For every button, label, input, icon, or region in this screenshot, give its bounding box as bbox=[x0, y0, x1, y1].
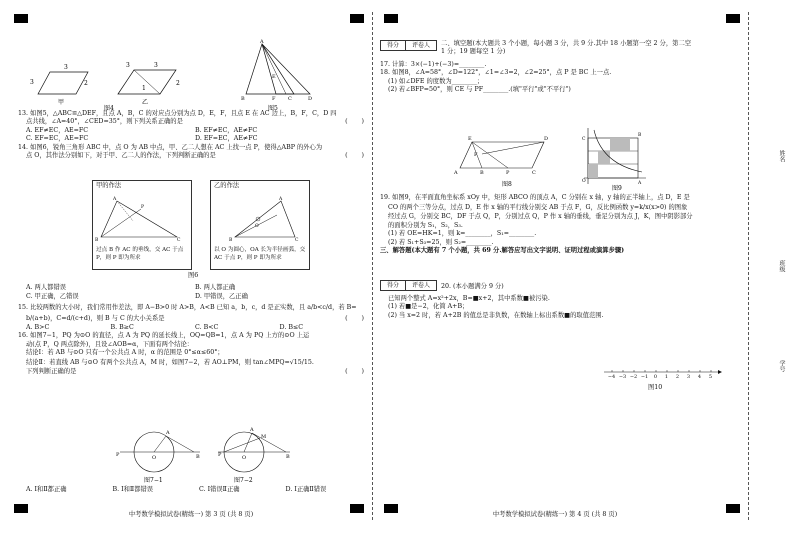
question-19: 19. 如图9，在平面直角坐标系 xOy 中，矩形 ABCO 的顶点 A，C 分别在 x 轴，y 轴的正半轴上，点 D，E 是 bbox=[380, 194, 690, 201]
tick-label: 1 bbox=[664, 374, 669, 380]
q13-options-row1 bbox=[18, 127, 364, 136]
svg-text:B: B bbox=[480, 170, 484, 176]
svg-text:O: O bbox=[152, 455, 157, 461]
section-2-title-cont: 1 分；19 题每空 1 分) bbox=[441, 48, 506, 56]
score-box bbox=[380, 40, 437, 51]
fig6-caption: 图6 bbox=[188, 272, 199, 279]
yi-method-box bbox=[210, 180, 310, 270]
question-20: 20. (本小题满分 9 分) bbox=[441, 282, 504, 290]
question-14: 14. 如图6，锐角三角形 ABC 中，点 O 为 AB 中点，甲、乙二人想在 AC 上找一点 P，使得△ABP 的外心为 bbox=[18, 144, 323, 151]
svg-text:B: B bbox=[95, 238, 99, 244]
svg-text:C: C bbox=[288, 96, 292, 102]
side-label-name: 姓名 bbox=[778, 150, 785, 162]
question-14-cont: 点 O，其作法分别如下，对于甲、乙二人的作法，下列判断正确的是 ( ) bbox=[26, 152, 364, 160]
svg-text:E: E bbox=[272, 74, 276, 80]
exam-page-3 bbox=[18, 8, 364, 520]
q13-options-row2 bbox=[18, 135, 364, 144]
q13-option-b[interactable]: B. EF≠EC，AE≠FC bbox=[195, 126, 258, 134]
tick-label: −4 bbox=[607, 374, 616, 380]
fig4-label: 2 bbox=[176, 80, 180, 87]
svg-text:O: O bbox=[255, 224, 259, 230]
tick-label: 4 bbox=[697, 374, 702, 380]
question-19-cont-2: 经过点 G，分别交 BC，DF 于点 Q，P，分别过点 Q，P 作 x 轴的垂线，垂足分别为点 J，K，图中阴影部分 bbox=[388, 213, 693, 221]
svg-text:P: P bbox=[506, 170, 510, 176]
q13-option-d[interactable]: D. EF=EC，AE≠FC bbox=[195, 135, 258, 143]
svg-text:P: P bbox=[141, 205, 145, 211]
question-20-stem: 已知两个整式 A=x²+2x，B=■x+2，其中系数■被污染. bbox=[388, 295, 550, 302]
tick-label: 3 bbox=[686, 374, 691, 380]
svg-text:A: A bbox=[113, 197, 117, 203]
fig4-caption: 图4 bbox=[104, 105, 114, 112]
question-19-cont-3: 的面积分别为 S₁，S₂，S₃. bbox=[388, 221, 463, 229]
question-13-cont: 点共线，∠A=40°，∠CED=35°，则下列关系正确的是 ( ) bbox=[26, 118, 364, 126]
q14-option-b[interactable]: B. 两人都正确 bbox=[195, 284, 236, 291]
svg-text:B: B bbox=[196, 454, 200, 460]
svg-text:F: F bbox=[474, 152, 478, 158]
question-18-part-2: (2) 若∠BFP=50°，则 CE 与 PF________.(填"平行"或"不平行") bbox=[388, 86, 571, 94]
q16-option-d[interactable]: D. Ⅰ正确Ⅱ错误 bbox=[285, 486, 327, 493]
svg-text:A: A bbox=[166, 430, 170, 436]
fig4-yi: 乙 bbox=[142, 99, 149, 106]
section-2-title: 二、填空题(本大题共 3 个小题，每小题 3 分，共 9 分.其中 18 小题第一空 2 分，第二空 bbox=[441, 40, 692, 47]
tick-label: 5 bbox=[708, 374, 713, 380]
page-footer: 中考数学模拟试卷(精练一) 第 3 页 (共 8 页) bbox=[128, 511, 254, 518]
side-label-class: 班级 bbox=[778, 260, 785, 272]
question-13: 13. 如图5，△ABC≌△DEF，且点 A，B，C 的对应点分别为点 D，E，F，且点 E 在 AC 边上，B，F，C，D 四 bbox=[18, 110, 337, 117]
score-label: 得分 bbox=[381, 281, 406, 290]
exam-page-4 bbox=[380, 8, 730, 520]
jia-method-box bbox=[92, 180, 192, 270]
grader-label: 评卷人 bbox=[412, 42, 431, 49]
question-16: 16. 如图7−1，PQ 为⊙O 的直径，点 A 为 PQ 的延长线上，OQ=QB=1，点 A 为 PQ 上方的⊙O 上运 bbox=[18, 332, 310, 340]
score-label: 得分 bbox=[381, 41, 406, 50]
q16-option-b[interactable]: B. Ⅰ和Ⅱ都错误 bbox=[112, 486, 154, 493]
binding-line bbox=[748, 12, 749, 520]
fig71-caption: 图7−1 bbox=[144, 477, 163, 484]
figure-4 bbox=[26, 48, 206, 112]
tick-label: 2 bbox=[675, 374, 680, 380]
question-15: 15. 比较两数的大小时，我们常用作差法，即 A−B>0 时 A>B，A<B 已知 a，b，c，d 是正实数，且 a/b<c/d，若 B= bbox=[18, 304, 357, 312]
svg-text:B: B bbox=[286, 454, 290, 460]
fig72-caption: 图7−2 bbox=[234, 477, 253, 484]
q16-options bbox=[18, 486, 372, 495]
svg-text:A: A bbox=[260, 39, 264, 45]
q13-option-a[interactable]: A. EF≠EC，AE=FC bbox=[26, 126, 89, 134]
svg-text:C: C bbox=[177, 238, 181, 244]
svg-text:P: P bbox=[218, 452, 222, 458]
svg-text:A: A bbox=[279, 197, 283, 203]
question-16-prompt: 下列判断正确的是 ( ) bbox=[26, 368, 364, 376]
svg-text:P: P bbox=[116, 452, 120, 458]
question-19-cont-1: CO 的两个三等分点，过点 D，E 作 x 轴的平行线分别交 AB 于点 F，G，反比例函数 y=k/x(x>0) 的图象 bbox=[388, 204, 688, 212]
svg-text:F: F bbox=[272, 96, 276, 102]
q13-option-c[interactable]: C. EF=EC，AE=FC bbox=[26, 135, 89, 143]
svg-text:C: C bbox=[532, 170, 536, 176]
figure-9 bbox=[578, 124, 650, 192]
svg-text:C: C bbox=[582, 137, 586, 142]
figure-7 bbox=[114, 424, 310, 484]
fig10-caption: 图10 bbox=[648, 384, 663, 391]
question-15-cont: b/(a+b)，C=d/(c+d)，则 B 与 C 的大小关系是 ( ) bbox=[26, 314, 364, 322]
tick-label: −1 bbox=[640, 374, 649, 380]
figure-8 bbox=[452, 128, 562, 190]
jia-diagram bbox=[93, 191, 189, 243]
q14-options-row2 bbox=[18, 293, 364, 302]
fig4-label: 2 bbox=[84, 80, 88, 87]
tick-label: 0 bbox=[653, 374, 658, 380]
svg-text:B: B bbox=[241, 96, 245, 102]
q14-option-d[interactable]: D. 甲错误，乙正确 bbox=[195, 292, 248, 300]
question-20-part-1: (1) 若■是−2，化简 A+B； bbox=[388, 303, 469, 311]
svg-text:O: O bbox=[582, 179, 586, 184]
section-3-title: 三、解答题(本大题有 7 个小题，共 69 分.解答应写出文字说明、证明过程或演算步骤) bbox=[380, 247, 625, 255]
question-18: 18. 如图8，∠A=58°，∠D=122°，∠1=∠3=2，∠2=25°，点 P 是 BC 上一点. bbox=[380, 69, 612, 77]
svg-text:O: O bbox=[242, 455, 247, 461]
q14-option-a[interactable]: A. 两人都错误 bbox=[26, 284, 67, 291]
yi-title: 乙的作法 bbox=[214, 182, 240, 189]
svg-text:C: C bbox=[295, 238, 299, 244]
fig4-label: 3 bbox=[154, 62, 158, 69]
question-19-part-1: (1) 若 OE=HK=1，则 k=________，S₁=________. bbox=[388, 230, 537, 238]
svg-text:M: M bbox=[261, 434, 267, 440]
q15-option-c[interactable]: C. B<C bbox=[195, 323, 219, 331]
number-line-figure-10[interactable] bbox=[602, 366, 722, 396]
question-16-conclusion-1: 结论Ⅰ：若 AB 与⊙O 只有一个公共点 A 时，α 的范围是 0°≤α≤60°； bbox=[26, 349, 224, 356]
svg-text:B: B bbox=[229, 238, 233, 244]
fig4-label: 3 bbox=[30, 79, 34, 86]
fig4-label: 3 bbox=[64, 64, 68, 71]
grader-label: 评卷人 bbox=[412, 282, 431, 289]
question-17: 17. 计算：3×(−1)+(−3)=________. bbox=[380, 60, 487, 68]
fig5-caption: 图5 bbox=[268, 105, 278, 112]
side-label-id: 学号 bbox=[778, 360, 785, 372]
page-footer: 中考数学模拟试卷(精练一) 第 4 页 (共 8 页) bbox=[492, 511, 618, 518]
fig4-label: 3 bbox=[126, 62, 130, 69]
svg-text:A: A bbox=[638, 181, 642, 186]
svg-text:A: A bbox=[454, 170, 458, 176]
fig9-caption: 图9 bbox=[612, 185, 622, 192]
binding-line bbox=[372, 12, 373, 520]
figure-5 bbox=[238, 38, 318, 112]
jia-text: 过点 B 作 AC 的垂线，交 AC 于点 P，则 P 即为所求 bbox=[96, 247, 184, 261]
svg-text:B: B bbox=[638, 133, 642, 138]
question-16-conclusion-2: 结论Ⅱ：若直线 AB 与⊙O 有两个公共点 A，M 时，如图7−2，若 AO⊥PM，则 tan∠MPQ=√15/15. bbox=[26, 359, 314, 367]
q16-option-c[interactable]: C. Ⅰ错误Ⅱ正确 bbox=[199, 486, 240, 493]
question-20-part-2: (2) 当 x=2 时，若 A+2B 的值总是非负数，在数轴上标出系数■的取值范围. bbox=[388, 311, 604, 319]
q14-option-c[interactable]: C. 甲正确，乙错误 bbox=[26, 292, 79, 300]
question-16-cont: 动(点 P，Q 两点除外)，且设∠AOB=α，下面有两个结论： bbox=[26, 340, 194, 348]
q15-option-d[interactable]: D. B≤C bbox=[279, 323, 304, 331]
svg-text:D: D bbox=[308, 96, 313, 102]
yi-text: 以 O 为圆心，OA 长为半径画弧，交 AC 于点 P，则 P 即为所求 bbox=[214, 247, 306, 261]
jia-title: 甲的作法 bbox=[96, 182, 122, 189]
svg-text:A: A bbox=[250, 427, 254, 433]
q15-options bbox=[18, 324, 364, 333]
svg-text:E: E bbox=[468, 136, 472, 142]
q14-options-row1 bbox=[18, 284, 364, 293]
q16-option-a[interactable]: A. Ⅰ和Ⅱ都正确 bbox=[26, 486, 67, 493]
tick-label: −3 bbox=[618, 374, 627, 380]
fig4-jia: 甲 bbox=[58, 99, 65, 106]
question-18-part-1: (1) 如∠DFE 的度数为________； bbox=[388, 77, 484, 85]
tick-label: −2 bbox=[629, 374, 638, 380]
q15-option-b[interactable]: B. B≥C bbox=[110, 323, 134, 331]
fig8-caption: 图8 bbox=[502, 181, 512, 188]
score-box-q20 bbox=[380, 280, 437, 291]
svg-text:D: D bbox=[544, 136, 549, 142]
q15-option-a[interactable]: A. B>C bbox=[26, 323, 50, 331]
question-19-part-2: (2) 若 S₁+S₃=25，则 S₂=________. bbox=[388, 238, 494, 246]
yi-diagram bbox=[211, 191, 307, 243]
fig4-label: 1 bbox=[142, 85, 146, 92]
